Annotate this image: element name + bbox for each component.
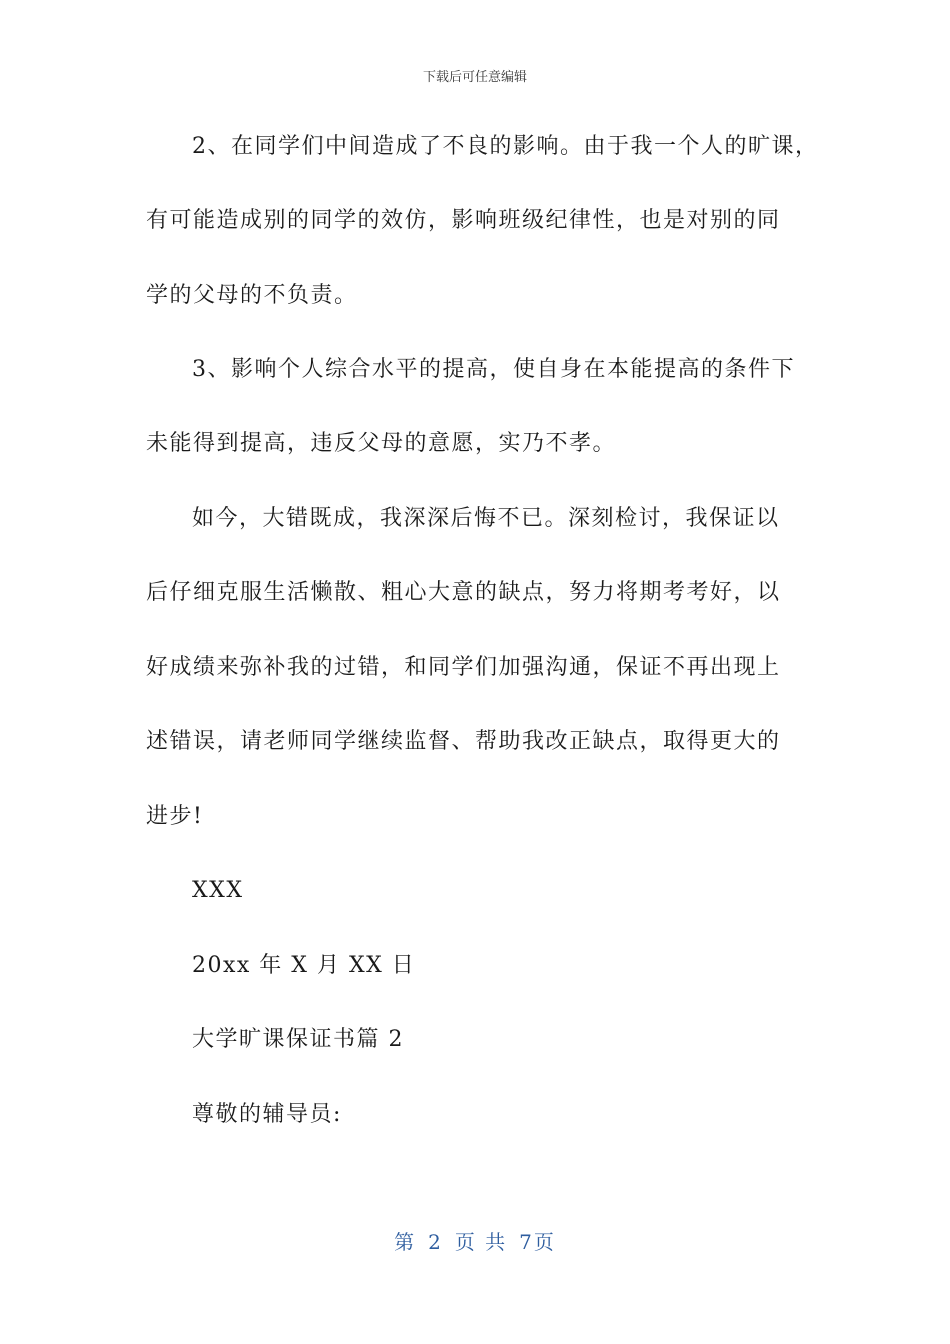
footer-current-page: 2 [428, 1230, 443, 1254]
salutation: 尊敬的辅导员: [192, 1102, 342, 1127]
body-line-8: 好成绩来弥补我的过错，和同学们加强沟通，保证不再出现上 [146, 655, 781, 680]
footer-suffix: 页 [533, 1230, 556, 1254]
body-line-5: 未能得到提高，违反父母的意愿，实乃不孝。 [146, 431, 617, 456]
body-line-7: 后仔细克服生活懒散、粗心大意的缺点，努力将期考考好，以 [146, 580, 781, 605]
footer-middle: 页 共 [454, 1230, 508, 1254]
body-line-2: 有可能造成别的同学的效仿，影响班级纪律性，也是对别的同 [146, 208, 781, 233]
body-line-4: 3、影响个人综合水平的提高，使自身在本能提高的条件下 [192, 357, 795, 382]
body-line-1: 2、在同学们中间造成了不良的影响。由于我一个人的旷课， [192, 134, 819, 159]
body-line-9: 述错误，请老师同学继续监督、帮助我改正缺点，取得更大的 [146, 729, 781, 754]
footer-prefix: 第 [394, 1230, 417, 1254]
body-line-10: 进步! [146, 804, 204, 829]
page-header-note: 下载后可任意编辑 [422, 70, 527, 85]
signature: XXX [192, 878, 244, 903]
footer-total-pages: 7 [519, 1230, 534, 1254]
date: 20xx 年 X 月 XX 日 [192, 953, 416, 978]
page-number-footer [0, 1226, 950, 1255]
section-title: 大学旷课保证书篇 2 [192, 1027, 404, 1052]
body-line-3: 学的父母的不负责。 [146, 283, 358, 308]
body-line-6: 如今，大错既成，我深深后悔不已。深刻检讨，我保证以 [192, 506, 780, 531]
